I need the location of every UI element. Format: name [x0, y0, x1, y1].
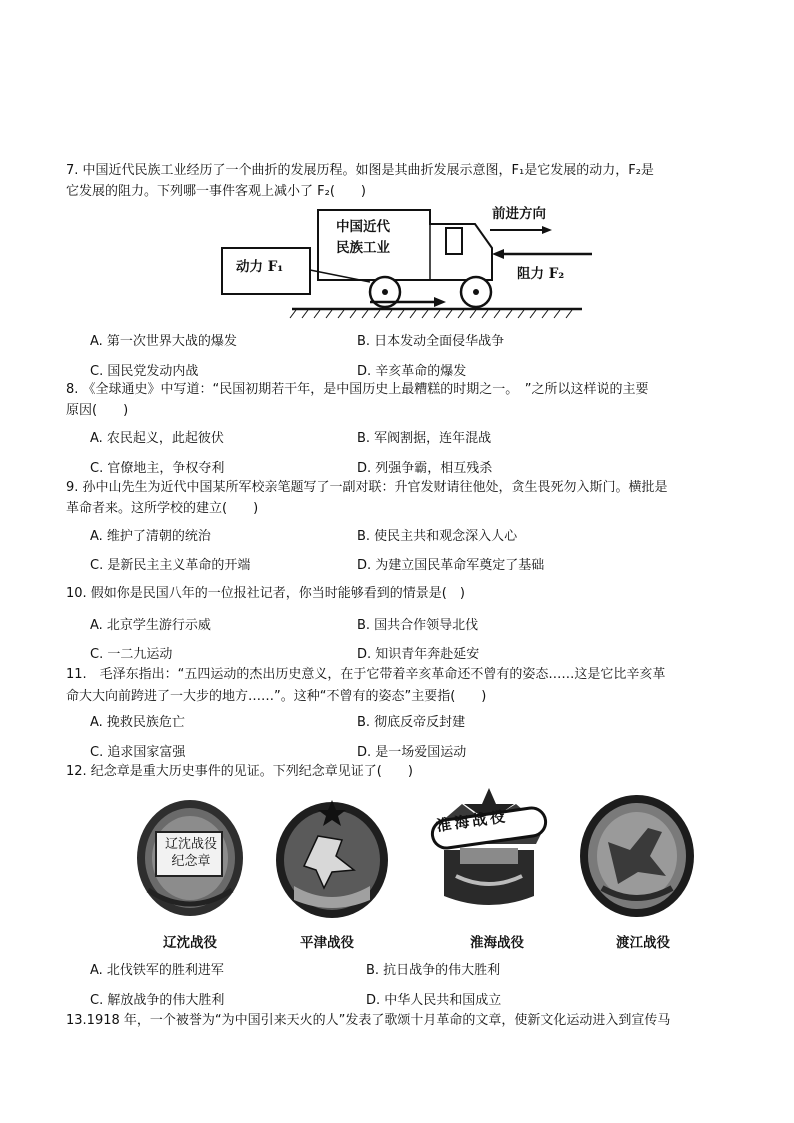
- q12-option-a: A. 北伐铁军的胜利进军: [90, 963, 224, 978]
- q11-option-a: A. 挽救民族危亡: [90, 715, 185, 730]
- q7-option-b: B. 日本发动全面侵华战争: [357, 334, 505, 349]
- dujiang-medal-image: [578, 792, 696, 920]
- q7-stem-line1: 7. 中国近代民族工业经历了一个曲折的发展历程。如图是其曲折发展示意图，F₁是它发展的动力，F₂是: [66, 163, 654, 178]
- q8-stem-line1: 8. 《全球通史》中写道：“民国初期若干年，是中国历史上最糟糕的时期之一。 ”之所以这样说的主要: [66, 382, 649, 397]
- q7-option-d: D. 辛亥革命的爆发: [357, 364, 467, 379]
- forward-direction-label: 前进方向: [492, 206, 546, 222]
- q11-option-b: B. 彻底反帝反封建: [357, 715, 466, 730]
- q10-option-c: C. 一二九运动: [90, 647, 173, 662]
- medal3-caption: 淮海战役: [470, 935, 524, 951]
- q8-option-a: A. 农民起义，此起彼伏: [90, 431, 224, 446]
- medal3-text: 淮海战役: [435, 807, 509, 835]
- q10-option-a: A. 北京学生游行示威: [90, 618, 211, 633]
- q8-option-d: D. 列强争霸，相互残杀: [357, 461, 493, 476]
- q9-option-d: D. 为建立国民革命军奠定了基础: [357, 558, 545, 573]
- q10-stem-line1: 10. 假如你是民国八年的一位报社记者，你当时能够看到的情景是( ): [66, 586, 465, 601]
- q9-option-b: B. 使民主共和观念深入人心: [357, 529, 518, 544]
- truck-label-line1: 中国近代: [336, 219, 390, 235]
- medal1-text: 辽沈战役纪念章: [164, 837, 217, 869]
- ground-hatch: [290, 310, 572, 318]
- q12-option-b: B. 抗日战争的伟大胜利: [366, 963, 501, 978]
- q10-option-b: B. 国共合作领导北伐: [357, 618, 479, 633]
- truck-label-line2: 民族工业: [336, 240, 390, 256]
- q10-option-d: D. 知识青年奔赴延安: [357, 647, 480, 662]
- force1-label: 动力 F₁: [236, 259, 284, 275]
- q12-option-d: D. 中华人民共和国成立: [366, 993, 502, 1008]
- q12-option-c: C. 解放战争的伟大胜利: [90, 993, 225, 1008]
- q7-option-c: C. 国民党发动内战: [90, 364, 199, 379]
- q8-option-c: C. 官僚地主，争权夺利: [90, 461, 225, 476]
- q9-stem-line1: 9. 孙中山先生为近代中国某所军校亲笔题写了一副对联：升官发财请往他处，贪生畏死勿入斯门。横批是: [66, 480, 668, 495]
- q11-stem-line2: 命大大向前跨进了一大步的地方……”。这种“不曾有的姿态”主要指( ): [66, 689, 487, 704]
- truck-window: [446, 228, 462, 254]
- q7-option-a: A. 第一次世界大战的爆发: [90, 334, 237, 349]
- medal1-caption: 辽沈战役: [163, 935, 217, 951]
- pingjin-medal-image: [274, 796, 390, 920]
- medal4-caption: 渡江战役: [616, 935, 670, 951]
- q11-option-d: D. 是一场爱国运动: [357, 745, 467, 760]
- q11-option-c: C. 追求国家富强: [90, 745, 186, 760]
- q11-stem-line1: 11. 毛泽东指出：“五四运动的杰出历史意义，在于它带着辛亥革命还不曾有的姿态……这是它比辛亥革: [66, 667, 666, 682]
- q9-option-c: C. 是新民主主义革命的开端: [90, 558, 251, 573]
- huaihai-medal-image: [426, 784, 552, 914]
- q13-stem-line1: 13.1918 年，一个被誉为“为中国引来天火的人”发表了歌颂十月革命的文章，使新文化运动进入到宣传马: [66, 1013, 671, 1028]
- q7-stem-line2: 它发展的阻力。下列哪一事件客观上减小了 F₂( ): [66, 184, 366, 199]
- q8-option-b: B. 军阀割据，连年混战: [357, 431, 492, 446]
- medal2-caption: 平津战役: [300, 935, 354, 951]
- q9-stem-line2: 革命者来。这所学校的建立( ): [66, 501, 259, 516]
- force2-label: 阻力 F₂: [517, 266, 565, 282]
- q12-stem-line1: 12. 纪念章是重大历史事件的见证。下列纪念章见证了( ): [66, 764, 413, 779]
- q8-stem-line2: 原因( ): [66, 403, 129, 418]
- q9-option-a: A. 维护了清朝的统治: [90, 529, 211, 544]
